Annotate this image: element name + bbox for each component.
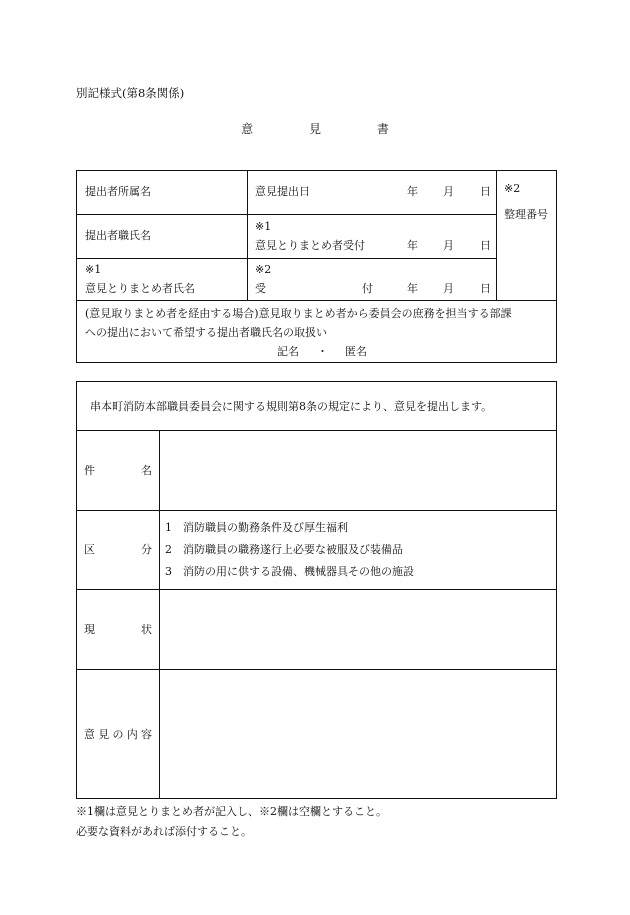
label-char: 件 <box>84 464 95 477</box>
submission-info-table <box>76 170 557 363</box>
status-field[interactable] <box>161 591 554 667</box>
grid-line <box>247 171 248 300</box>
named-option[interactable]: 記名 <box>277 345 299 358</box>
grid-line <box>77 430 556 431</box>
label-char: 状 <box>141 623 152 636</box>
year-label: 年 <box>407 239 418 252</box>
submission-statement: 串本町消防本部職員委員会に関する規則第8条の規定により、意見を提出します。 <box>90 400 493 413</box>
month-label: 月 <box>443 239 454 252</box>
grid-line <box>77 510 556 511</box>
grid-line <box>496 171 497 300</box>
submitter-affiliation-label: 提出者所属名 <box>85 185 151 198</box>
month-label: 月 <box>443 282 454 295</box>
handling-description-line2: への提出において希望する提出者職氏名の取扱い <box>85 326 327 339</box>
grid-line <box>77 214 496 215</box>
receipt-char: 受 <box>255 282 266 295</box>
note2-mark: ※2 <box>504 182 521 195</box>
submission-date-label: 意見提出日 <box>255 185 310 198</box>
note1-mark: ※1 <box>85 263 102 276</box>
year-label: 年 <box>407 185 418 198</box>
option-separator: ・ <box>317 345 328 358</box>
day-label: 日 <box>480 282 491 295</box>
title-char: 見 <box>308 122 321 136</box>
title-char: 意 <box>241 122 254 136</box>
day-label: 日 <box>480 185 491 198</box>
opinion-table <box>76 381 557 799</box>
status-label <box>84 623 152 637</box>
category-option[interactable]: 3 消防の用に供する設備、機械器具その他の施設 <box>165 565 414 578</box>
subject-label <box>84 464 152 478</box>
label-char: の <box>112 728 124 741</box>
note1-mark: ※1 <box>255 220 272 233</box>
opinion-content-field[interactable] <box>161 671 554 796</box>
label-char: 現 <box>84 623 95 636</box>
label-char: 名 <box>141 464 152 477</box>
coordinator-name-label: 意見とりまとめ者氏名 <box>85 282 195 295</box>
grid-line <box>77 589 556 590</box>
opinion-content-label <box>84 728 152 742</box>
grid-line <box>159 430 160 798</box>
category-option[interactable]: 1 消防職員の勤務条件及び厚生福利 <box>165 521 348 534</box>
form-label: 別記様式(第8条関係) <box>76 86 185 100</box>
document-title <box>0 122 630 137</box>
label-char: 見 <box>98 728 110 741</box>
label-char: 区 <box>84 543 95 556</box>
grid-line <box>77 669 556 670</box>
label-char: 内 <box>126 728 138 741</box>
receipt-char: 付 <box>362 282 373 295</box>
category-option[interactable]: 2 消防職員の職務遂行上必要な被服及び装備品 <box>165 543 403 556</box>
label-char: 容 <box>141 728 152 741</box>
anonymous-option[interactable]: 匿名 <box>345 345 367 358</box>
day-label: 日 <box>480 239 491 252</box>
label-char: 意 <box>84 728 95 741</box>
coordinator-received-label: 意見とりまとめ者受付 <box>255 239 365 252</box>
subject-field[interactable] <box>161 432 554 508</box>
grid-line <box>77 300 556 301</box>
submitter-name-label: 提出者職氏名 <box>85 229 151 242</box>
note2-mark: ※2 <box>255 263 272 276</box>
handling-description-line1: (意見取りまとめ者を経由する場合)意見取りまとめ者から委員会の庶務を担当する部課 <box>85 307 512 320</box>
category-label <box>84 543 152 557</box>
label-char: 分 <box>141 543 152 556</box>
grid-line <box>77 258 496 259</box>
year-label: 年 <box>407 282 418 295</box>
footnote: ※1欄は意見とりまとめ者が記入し、※2欄は空欄とすること。 <box>76 805 387 818</box>
reference-number-label: 整理番号 <box>504 208 548 221</box>
month-label: 月 <box>443 185 454 198</box>
title-char: 書 <box>376 122 389 136</box>
footnote: 必要な資料があれば添付すること。 <box>76 825 252 838</box>
